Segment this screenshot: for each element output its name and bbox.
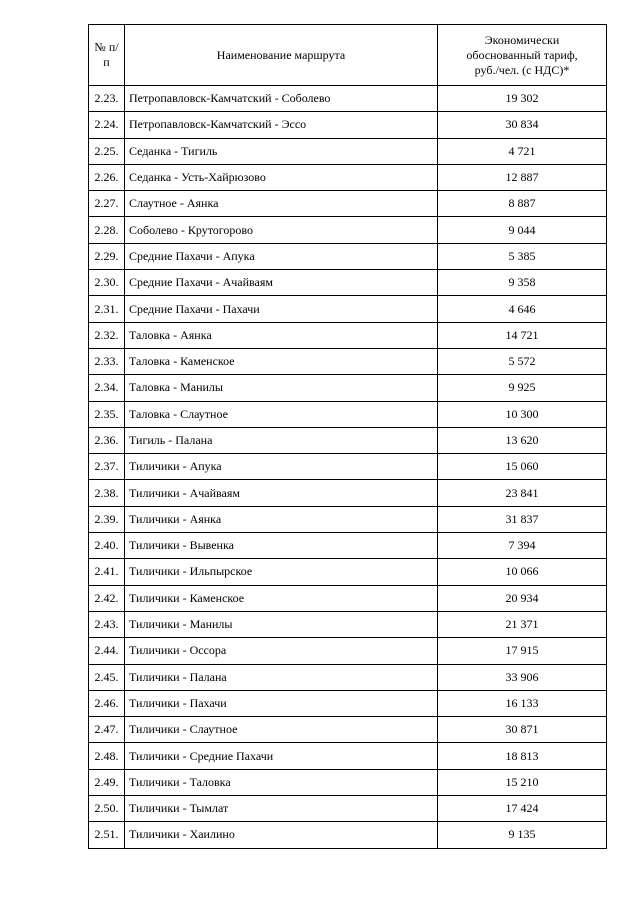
route-name: Седанка - Усть-Хайрюзово xyxy=(125,164,438,190)
row-number: 2.27. xyxy=(89,191,125,217)
tariff-value: 31 837 xyxy=(438,506,607,532)
table-row xyxy=(89,717,607,743)
route-name: Тиличики - Палана xyxy=(125,664,438,690)
tariff-value: 15 210 xyxy=(438,769,607,795)
route-name: Таловка - Аянка xyxy=(125,322,438,348)
tariff-value: 10 300 xyxy=(438,401,607,427)
row-number: 2.50. xyxy=(89,796,125,822)
row-number: 2.46. xyxy=(89,690,125,716)
row-number: 2.51. xyxy=(89,822,125,848)
table-row xyxy=(89,664,607,690)
row-number: 2.30. xyxy=(89,270,125,296)
row-number: 2.26. xyxy=(89,164,125,190)
row-number: 2.41. xyxy=(89,559,125,585)
tariff-value: 5 385 xyxy=(438,243,607,269)
route-name: Средние Пахачи - Пахачи xyxy=(125,296,438,322)
row-number: 2.44. xyxy=(89,638,125,664)
table-row xyxy=(89,690,607,716)
tariff-value: 19 302 xyxy=(438,86,607,112)
row-number: 2.35. xyxy=(89,401,125,427)
table-row xyxy=(89,401,607,427)
row-number: 2.43. xyxy=(89,611,125,637)
tariff-value: 20 934 xyxy=(438,585,607,611)
route-name: Таловка - Слаутное xyxy=(125,401,438,427)
table-row xyxy=(89,322,607,348)
table-row xyxy=(89,454,607,480)
row-number: 2.23. xyxy=(89,86,125,112)
tariff-value: 8 887 xyxy=(438,191,607,217)
row-number: 2.49. xyxy=(89,769,125,795)
tariff-value: 33 906 xyxy=(438,664,607,690)
route-name: Седанка - Тигиль xyxy=(125,138,438,164)
route-name: Средние Пахачи - Апука xyxy=(125,243,438,269)
tariff-value: 16 133 xyxy=(438,690,607,716)
table-row xyxy=(89,585,607,611)
table-row xyxy=(89,217,607,243)
route-name: Тиличики - Слаутное xyxy=(125,717,438,743)
tariff-value: 30 871 xyxy=(438,717,607,743)
header-tariff-line-1: Экономически xyxy=(484,32,560,47)
route-name: Тиличики - Ильпырское xyxy=(125,559,438,585)
table-row xyxy=(89,138,607,164)
table-body xyxy=(89,86,607,849)
row-number: 2.33. xyxy=(89,348,125,374)
row-number: 2.39. xyxy=(89,506,125,532)
table-row xyxy=(89,348,607,374)
table-row xyxy=(89,191,607,217)
row-number: 2.34. xyxy=(89,375,125,401)
tariff-value: 4 721 xyxy=(438,138,607,164)
table-row xyxy=(89,270,607,296)
tariff-value: 30 834 xyxy=(438,112,607,138)
header-tariff-line-3: руб./чел. (с НДС)* xyxy=(474,62,570,77)
row-number: 2.48. xyxy=(89,743,125,769)
route-name: Тиличики - Аянка xyxy=(125,506,438,532)
row-number: 2.32. xyxy=(89,322,125,348)
row-number: 2.29. xyxy=(89,243,125,269)
row-number: 2.40. xyxy=(89,533,125,559)
tariff-value: 21 371 xyxy=(438,611,607,637)
table-row xyxy=(89,743,607,769)
table-row xyxy=(89,480,607,506)
route-name: Тиличики - Апука xyxy=(125,454,438,480)
table-row xyxy=(89,611,607,637)
table-row xyxy=(89,559,607,585)
route-name: Тиличики - Хаилино xyxy=(125,822,438,848)
table-row xyxy=(89,86,607,112)
tariff-value: 17 915 xyxy=(438,638,607,664)
header-route: Наименование маршрута xyxy=(125,25,438,86)
row-number: 2.37. xyxy=(89,454,125,480)
header-num: № п/п xyxy=(89,25,125,86)
route-name: Таловка - Манилы xyxy=(125,375,438,401)
tariff-value: 12 887 xyxy=(438,164,607,190)
header-tariff-line-2: обоснованный тариф, xyxy=(466,47,578,62)
tariff-value: 10 066 xyxy=(438,559,607,585)
table-row xyxy=(89,296,607,322)
table-row xyxy=(89,112,607,138)
route-name: Тиличики - Манилы xyxy=(125,611,438,637)
row-number: 2.24. xyxy=(89,112,125,138)
route-name: Средние Пахачи - Ачайваям xyxy=(125,270,438,296)
table-row xyxy=(89,769,607,795)
row-number: 2.38. xyxy=(89,480,125,506)
tariff-value: 9 044 xyxy=(438,217,607,243)
route-name: Слаутное - Аянка xyxy=(125,191,438,217)
table-row xyxy=(89,506,607,532)
tariff-value: 14 721 xyxy=(438,322,607,348)
tariff-value: 4 646 xyxy=(438,296,607,322)
route-name: Тиличики - Таловка xyxy=(125,769,438,795)
table-row xyxy=(89,427,607,453)
tariff-value: 9 925 xyxy=(438,375,607,401)
tariff-value: 17 424 xyxy=(438,796,607,822)
route-name: Тиличики - Тымлат xyxy=(125,796,438,822)
route-name: Тиличики - Оссора xyxy=(125,638,438,664)
tariff-value: 18 813 xyxy=(438,743,607,769)
table-row xyxy=(89,375,607,401)
table-row xyxy=(89,796,607,822)
table-header xyxy=(89,25,607,86)
tariff-table xyxy=(88,24,607,849)
route-name: Тиличики - Вывенка xyxy=(125,533,438,559)
route-name: Тиличики - Средние Пахачи xyxy=(125,743,438,769)
header-row xyxy=(89,25,607,86)
header-tariff xyxy=(438,25,607,86)
row-number: 2.45. xyxy=(89,664,125,690)
table-row xyxy=(89,243,607,269)
tariff-value: 15 060 xyxy=(438,454,607,480)
row-number: 2.31. xyxy=(89,296,125,322)
route-name: Тиличики - Пахачи xyxy=(125,690,438,716)
tariff-value: 5 572 xyxy=(438,348,607,374)
tariff-value: 13 620 xyxy=(438,427,607,453)
route-name: Таловка - Каменское xyxy=(125,348,438,374)
row-number: 2.42. xyxy=(89,585,125,611)
route-name: Петропавловск-Камчатский - Соболево xyxy=(125,86,438,112)
route-name: Тиличики - Ачайваям xyxy=(125,480,438,506)
table-row xyxy=(89,164,607,190)
tariff-value: 9 358 xyxy=(438,270,607,296)
row-number: 2.47. xyxy=(89,717,125,743)
table-row xyxy=(89,638,607,664)
route-name: Тиличики - Каменское xyxy=(125,585,438,611)
table-row xyxy=(89,822,607,848)
route-name: Соболево - Крутогорово xyxy=(125,217,438,243)
row-number: 2.36. xyxy=(89,427,125,453)
tariff-value: 7 394 xyxy=(438,533,607,559)
route-name: Петропавловск-Камчатский - Эссо xyxy=(125,112,438,138)
row-number: 2.28. xyxy=(89,217,125,243)
route-name: Тигиль - Палана xyxy=(125,427,438,453)
tariff-value: 9 135 xyxy=(438,822,607,848)
tariff-value: 23 841 xyxy=(438,480,607,506)
row-number: 2.25. xyxy=(89,138,125,164)
table-row xyxy=(89,533,607,559)
